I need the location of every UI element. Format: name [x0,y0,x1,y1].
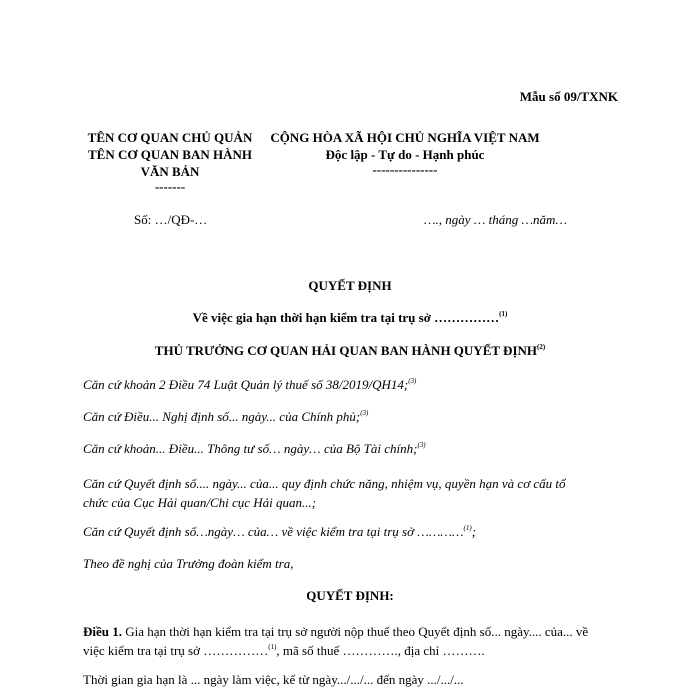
form-code: Mẫu số 09/TXNK [519,89,618,104]
subject-text: Về việc gia hạn thời hạn kiểm tra tại trụ sở …………… [192,310,500,325]
issuing-agency-block [70,129,270,194]
issuing-authority [0,343,700,359]
legal-basis-1 [83,377,416,393]
legal-basis-line: Căn cứ Quyết định số.... ngày... của... quy định chức năng, nhiệm vụ, quyền hạn và cơ cấu tổ [83,476,566,491]
proposal-line: Theo đề nghị của Trưởng đoàn kiểm tra, [83,556,294,571]
subject-footnote: (1) [499,310,508,318]
document-type-label: VĂN BẢN [140,164,200,179]
article-1-label: Điều 1. [83,624,122,639]
legal-basis-line: chức của Cục Hải quan/Chi cục Hải quan...; [83,495,317,510]
legal-basis-tail: ; [471,524,477,539]
legal-basis-3 [83,441,426,457]
legal-basis-text: Căn cứ khoản... Điều... Thông tư số… ngày… của Bộ Tài chính; [83,441,418,456]
article-1-footnote: (1) [268,643,277,651]
document-number: Số: …/QĐ-… [134,212,208,227]
article-1-text: việc kiểm tra tại trụ sở …………… [83,643,269,658]
left-divider: ------- [154,179,186,194]
authority-text: THỦ TRƯỞNG CƠ QUAN HẢI QUAN BAN HÀNH QUYẾT ĐỊNH [154,343,538,358]
article-1-line1 [83,622,588,641]
legal-basis-footnote: (3) [408,377,417,385]
legal-basis-4 [83,474,566,512]
national-motto: Độc lập - Tự do - Hạnh phúc [325,147,485,162]
authority-footnote: (2) [537,343,546,351]
country-name: CỘNG HÒA XÃ HỘI CHỦ NGHĨA VIỆT NAM [270,130,540,145]
legal-basis-5 [83,524,476,540]
issuing-agency-name: TÊN CƠ QUAN BAN HÀNH [88,147,252,162]
document-title: QUYẾT ĐỊNH [308,278,392,293]
right-divider: --------------- [372,162,438,177]
decision-heading: QUYẾT ĐỊNH: [306,588,394,603]
article-1-text: , mã số thuế …………., địa chỉ ………. [276,643,485,658]
article-1-line2 [83,641,588,660]
legal-basis-footnote: (1) [463,524,472,532]
national-motto-block [270,129,540,177]
legal-basis-2 [83,409,368,425]
legal-basis-text: Căn cứ khoản 2 Điều 74 Luật Quản lý thuế số 38/2019/QH14; [83,377,409,392]
legal-basis-text: Căn cứ Điều... Nghị định số... ngày... của Chính phủ; [83,409,361,424]
legal-basis-footnote: (3) [360,409,369,417]
extension-period: Thời gian gia hạn là ... ngày làm việc, kể từ ngày.../.../... đến ngày .../.../... [83,672,464,687]
legal-basis-text: Căn cứ Quyết định số…ngày… của… về việc kiểm tra tại trụ sở ………… [83,524,464,539]
legal-basis-footnote: (3) [417,441,426,449]
governing-agency-name: TÊN CƠ QUAN CHỦ QUẢN [87,130,253,145]
article-1-text: Gia hạn thời hạn kiểm tra tại trụ sở người nộp thuế theo Quyết định số... ngày.... của... về [122,624,589,639]
date-line: …., ngày … tháng …năm… [424,212,568,227]
article-1 [83,622,588,660]
document-subject [0,310,700,326]
